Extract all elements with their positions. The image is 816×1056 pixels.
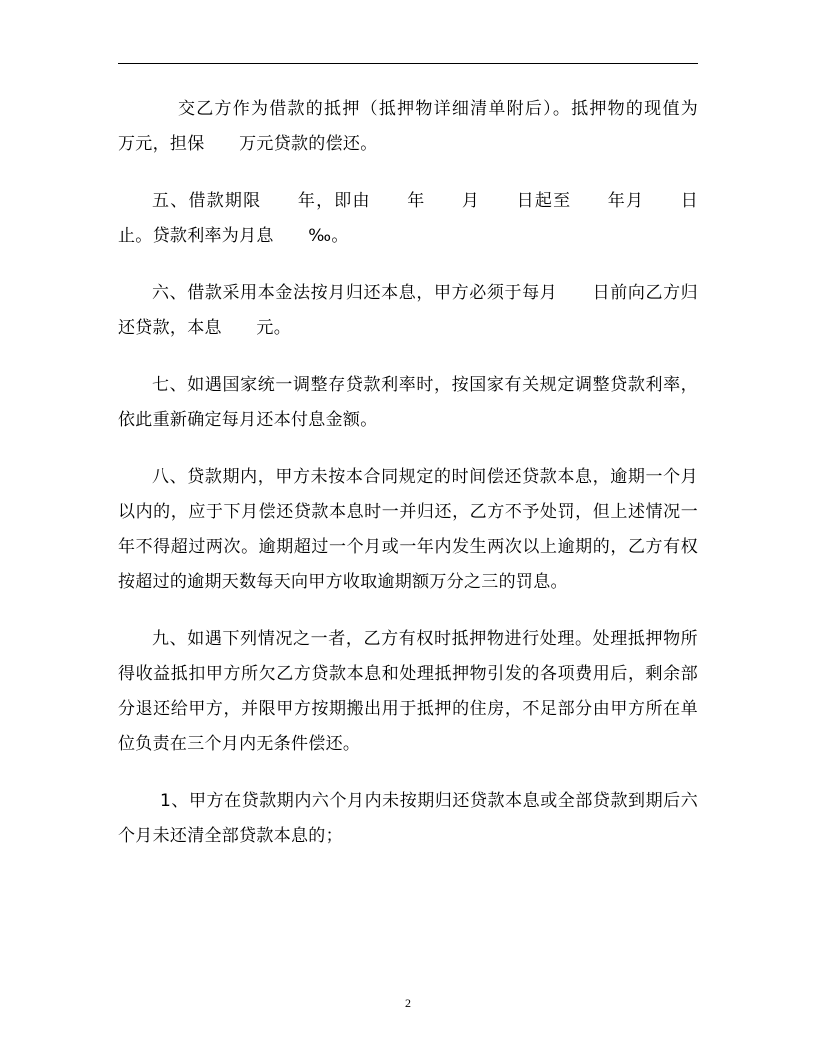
paragraph-overdue-penalty: 八、贷款期内，甲方未按本合同规定的时间偿还贷款本息，逾期一个月以内的，应于下月偿还贷款本息时一并归还，乙方不予处罚，但上述情况一年不得超过两次。逾期超过一个月或一年内发生两次以上逾期的，乙方有权按超过的逾期天数每天向甲方收取逾期额万分之三的罚息。 [118, 467, 698, 592]
header-rule [118, 63, 698, 64]
paragraph-repayment: 六、借款采用本金法按月归还本息，甲方必须于每月 日前向乙方归还贷款，本息 元。 [118, 283, 698, 338]
paragraph-interest-adjustment: 七、如遇国家统一调整存贷款利率时，按国家有关规定调整贷款利率，依此重新确定每月还本付息金额。 [118, 375, 698, 430]
paragraph-item-1: 1、甲方在贷款期内六个月内未按期归还贷款本息或全部贷款到期后六个月未还清全部贷款本息的； [118, 791, 698, 846]
paragraph-collateral: 交乙方作为借款的抵押（抵押物详细清单附后）。抵押物的现值为 万元，担保 万元贷款的偿还。 [118, 99, 733, 154]
paragraph-loan-term: 五、借款期限 年，即由 年 月 日起至 年月 日止。贷款利率为月息 ‰。 [118, 191, 698, 246]
page-number: 2 [405, 996, 411, 1010]
document-body [118, 92, 733, 876]
paragraph-collateral-disposal: 九、如遇下列情况之一者，乙方有权时抵押物进行处理。处理抵押物所得收益抵扣甲方所欠乙方贷款本息和处理抵押物引发的各项费用后，剩余部分退还给甲方，并限甲方按期搬出用于抵押的住房，不足部分由甲方所在单位负责在三个月内无条件偿还。 [118, 629, 698, 754]
